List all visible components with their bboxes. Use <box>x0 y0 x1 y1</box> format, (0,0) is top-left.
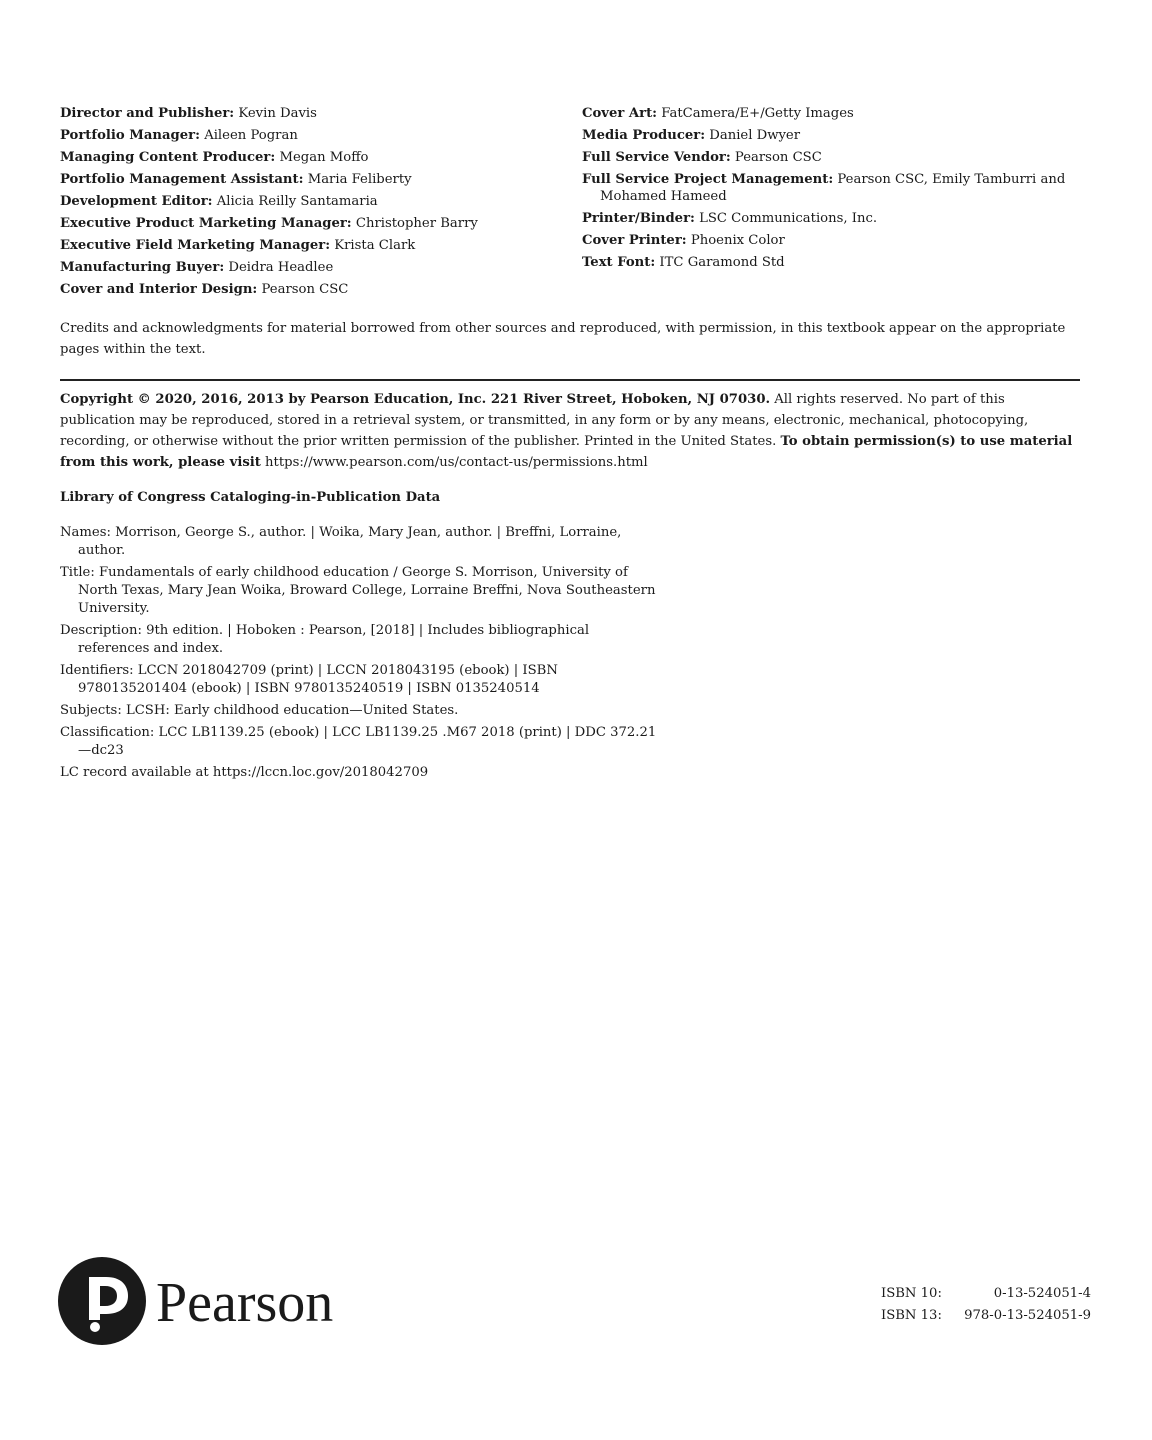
credit-entry: Director and Publisher: Kevin Davis <box>60 106 317 121</box>
credit-entry: Media Producer: Daniel Dwyer <box>582 128 801 143</box>
credit-entry: Portfolio Manager: Aileen Pogran <box>60 128 298 143</box>
cip-classification: Classification: LCC LB1139.25 (ebook) | LCC LB1139.25 .M67 2018 (print) | DDC 372.21—dc23 <box>60 725 657 758</box>
credit-entry: Executive Field Marketing Manager: Krista Clark <box>60 238 416 253</box>
isbn-10-row <box>881 1283 1091 1305</box>
credit-entry: Cover and Interior Design: Pearson CSC <box>60 282 349 297</box>
credit-entry: Development Editor: Alicia Reilly Santamaria <box>60 194 378 209</box>
credit-entry: Full Service Vendor: Pearson CSC <box>582 150 822 165</box>
acknowledgments-paragraph: Credits and acknowledgments for material borrowed from other sources and reproduced, with permission, in this textbook appear on the appropriate pages within the text. <box>60 321 1066 357</box>
cip-heading: Library of Congress Cataloging-in-Publication Data <box>60 490 441 505</box>
cip-title: Title: Fundamentals of early childhood education / George S. Morrison, University of North Texas, Mary Jean Woika, Broward College, Lorraine Breffni, Nova Southeastern University. <box>60 565 656 616</box>
isbn-10-value: 0-13-524051-4 <box>993 1286 1091 1301</box>
credit-entry: Text Font: ITC Garamond Std <box>582 255 785 270</box>
copyright-body: All rights reserved. No part of this publication may be reproduced, stored in a retrieval system, or transmitted, in any form or by any means, electronic, mechanical, photocopying, recording, or otherwise without the prior written permission of the publisher. Printed in the United States. <box>60 392 1029 449</box>
cip-lc-record: LC record available at https://lccn.loc.gov/2018042709 <box>60 765 429 780</box>
isbn-block <box>881 1283 1091 1327</box>
pearson-logo-icon <box>58 1256 378 1346</box>
isbn-13-value: 978-0-13-524051-9 <box>964 1308 1091 1323</box>
credit-entry: Executive Product Marketing Manager: Christopher Barry <box>60 216 478 231</box>
cip-names: Names: Morrison, George S., author. | Woika, Mary Jean, author. | Breffni, Lorraine, author. <box>60 525 622 558</box>
credits-left-column <box>60 103 560 301</box>
credit-entry: Portfolio Management Assistant: Maria Feliberty <box>60 172 412 187</box>
isbn-13-label: ISBN 13: <box>881 1308 942 1323</box>
credits-right-column <box>582 103 1082 274</box>
copyright-lead: Copyright © 2020, 2016, 2013 by Pearson Education, Inc. 221 River Street, Hoboken, NJ 07030. <box>60 392 771 407</box>
isbn-10-label: ISBN 10: <box>881 1286 942 1301</box>
cip-subjects: Subjects: LCSH: Early childhood education—United States. <box>60 703 459 718</box>
permission-lead: To obtain permission(s) to use material from this work, please visit <box>60 434 1073 470</box>
isbn-13-row <box>881 1305 1091 1327</box>
cip-block <box>60 524 660 786</box>
cip-identifiers: Identifiers: LCCN 2018042709 (print) | LCCN 2018043195 (ebook) | ISBN 9780135201404 (ebook) | ISBN 9780135240519 | ISBN 0135240514 <box>60 663 558 696</box>
section-divider <box>60 379 1080 381</box>
credit-entry: Cover Printer: Phoenix Color <box>582 233 785 248</box>
credit-entry: Printer/Binder: LSC Communications, Inc. <box>582 211 878 226</box>
cip-description: Description: 9th edition. | Hoboken : Pearson, [2018] | Includes bibliographical references and index. <box>60 623 590 656</box>
credit-entry: Manufacturing Buyer: Deidra Headlee <box>60 260 334 275</box>
copyright-paragraph <box>60 389 1080 473</box>
credit-entry: Full Service Project Management: Pearson CSC, Emily Tamburri and Mohamed Hameed <box>582 172 1066 204</box>
credit-entry: Cover Art: FatCamera/E+/Getty Images <box>582 106 854 121</box>
pearson-wordmark: Pearson <box>156 1272 334 1334</box>
credit-entry: Managing Content Producer: Megan Moffo <box>60 150 369 165</box>
permission-url: https://www.pearson.com/us/contact-us/permissions.html <box>260 455 648 470</box>
pearson-logo <box>58 1256 378 1346</box>
